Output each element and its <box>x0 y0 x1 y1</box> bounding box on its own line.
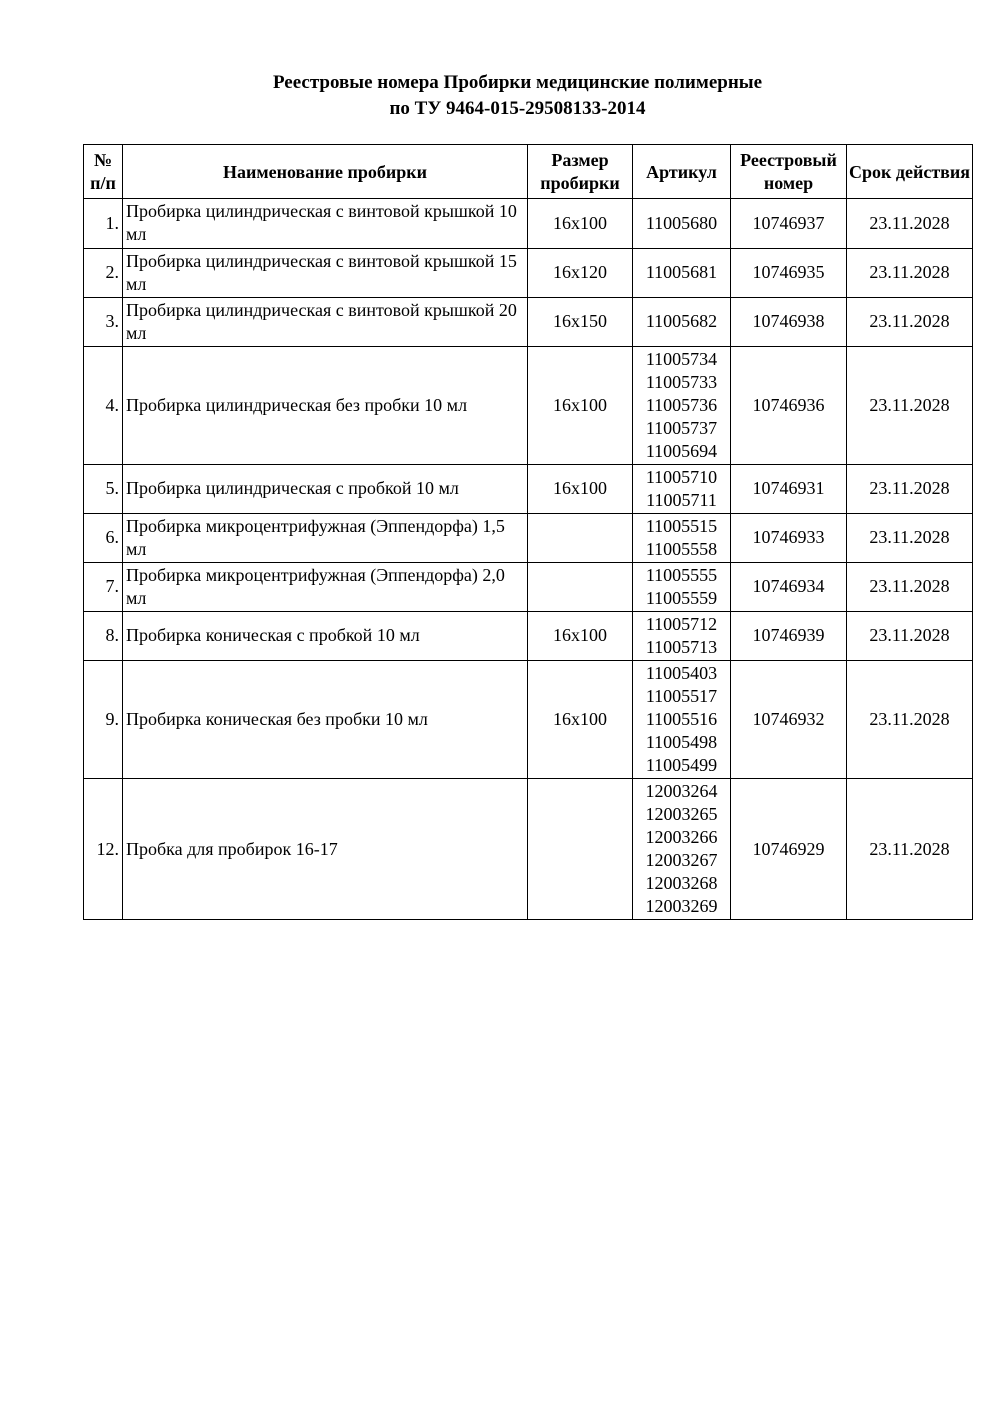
article-number: 11005680 <box>645 212 718 233</box>
article-list <box>633 779 731 920</box>
article-list <box>633 297 731 346</box>
tube-size <box>528 513 633 562</box>
validity-date: 23.11.2028 <box>847 464 973 513</box>
article-number: 11005737 <box>645 417 718 438</box>
row-number: 5. <box>84 464 123 513</box>
registry-number: 10746939 <box>731 611 847 660</box>
column-header-registry: Реестровый номер <box>731 145 847 199</box>
tube-name: Пробирка микроцентрифужная (Эппендорфа) 2,0 мл <box>123 562 528 611</box>
validity-date: 23.11.2028 <box>847 199 973 248</box>
article-number: 11005733 <box>645 371 718 392</box>
article-number: 11005498 <box>645 732 718 753</box>
table-row <box>84 297 973 346</box>
article-list <box>633 199 731 248</box>
column-header-size: Размер пробирки <box>528 145 633 199</box>
registry-number: 10746929 <box>731 779 847 920</box>
tube-name: Пробирка цилиндрическая с винтовой крышкой 15 мл <box>123 248 528 297</box>
article-list <box>633 611 731 660</box>
column-header-article: Артикул <box>633 145 731 199</box>
column-header-num: № п/п <box>84 145 123 199</box>
article-number: 11005710 <box>645 466 718 487</box>
table-body <box>84 199 973 920</box>
validity-date: 23.11.2028 <box>847 513 973 562</box>
article-number: 11005712 <box>645 613 718 634</box>
tube-size: 16x100 <box>528 611 633 660</box>
registry-number: 10746938 <box>731 297 847 346</box>
row-number: 6. <box>84 513 123 562</box>
tube-size: 16x150 <box>528 297 633 346</box>
validity-date: 23.11.2028 <box>847 248 973 297</box>
header-row <box>84 145 973 199</box>
article-list <box>633 562 731 611</box>
column-header-validity: Срок действия <box>847 145 973 199</box>
article-number: 12003268 <box>645 873 718 894</box>
tube-name: Пробирка коническая с пробкой 10 мл <box>123 611 528 660</box>
article-number: 11005736 <box>645 394 718 415</box>
table-row <box>84 562 973 611</box>
row-number: 12. <box>84 779 123 920</box>
article-number: 11005517 <box>645 686 718 707</box>
article-list <box>633 248 731 297</box>
table-row <box>84 611 973 660</box>
row-number: 1. <box>84 199 123 248</box>
article-number: 11005403 <box>645 663 718 684</box>
article-number: 11005694 <box>645 440 718 461</box>
registry-number: 10746937 <box>731 199 847 248</box>
tube-size: 16x100 <box>528 346 633 464</box>
article-number: 11005682 <box>645 311 718 332</box>
registry-number: 10746935 <box>731 248 847 297</box>
tube-name: Пробирка цилиндрическая с пробкой 10 мл <box>123 464 528 513</box>
document-title-line1: Реестровые номера Пробирки медицинские полимерные <box>272 72 763 93</box>
tube-name: Пробка для пробирок 16-17 <box>123 779 528 920</box>
article-number: 11005558 <box>645 538 718 559</box>
article-number: 12003265 <box>645 804 718 825</box>
validity-date: 23.11.2028 <box>847 611 973 660</box>
article-number: 11005681 <box>645 262 718 283</box>
article-number: 11005711 <box>646 489 717 510</box>
article-list <box>633 513 731 562</box>
tube-name: Пробирка коническая без пробки 10 мл <box>123 661 528 779</box>
row-number: 2. <box>84 248 123 297</box>
table-row <box>84 346 973 464</box>
article-number: 12003266 <box>645 827 718 848</box>
article-number: 12003269 <box>645 896 718 917</box>
article-number: 11005559 <box>645 587 718 608</box>
article-number: 11005713 <box>645 637 718 657</box>
tube-name: Пробирка микроцентрифужная (Эппендорфа) 1,5 мл <box>123 513 528 562</box>
article-number: 12003267 <box>645 850 718 871</box>
registry-number: 10746931 <box>731 464 847 513</box>
validity-date: 23.11.2028 <box>847 346 973 464</box>
row-number: 7. <box>84 562 123 611</box>
validity-date: 23.11.2028 <box>847 562 973 611</box>
column-header-name: Наименование пробирки <box>123 145 528 199</box>
tube-size: 16x100 <box>528 661 633 779</box>
registry-number: 10746934 <box>731 562 847 611</box>
article-number: 11005516 <box>645 709 718 730</box>
table-row <box>84 248 973 297</box>
document-title-line2: по ТУ 9464-015-29508133-2014 <box>389 98 646 120</box>
validity-date: 23.11.2028 <box>847 661 973 779</box>
registry-number: 10746936 <box>731 346 847 464</box>
table-row <box>84 513 973 562</box>
row-number: 4. <box>84 346 123 464</box>
registry-table <box>83 144 973 920</box>
article-number: 11005515 <box>645 515 718 536</box>
tube-name: Пробирка цилиндрическая с винтовой крышкой 10 мл <box>123 199 528 248</box>
table-row <box>84 779 973 920</box>
article-number: 12003264 <box>645 781 718 802</box>
tube-size <box>528 779 633 920</box>
tube-name: Пробирка цилиндрическая без пробки 10 мл <box>123 346 528 464</box>
registry-number: 10746932 <box>731 661 847 779</box>
article-list <box>633 661 731 779</box>
tube-size <box>528 562 633 611</box>
validity-date: 23.11.2028 <box>847 297 973 346</box>
article-number: 11005734 <box>645 348 718 369</box>
table-row <box>84 464 973 513</box>
table-row <box>84 199 973 248</box>
validity-date: 23.11.2028 <box>847 779 973 920</box>
table-header <box>84 145 973 199</box>
table-row <box>84 661 973 779</box>
article-number: 11005555 <box>645 564 718 585</box>
tube-size: 16x120 <box>528 248 633 297</box>
row-number: 9. <box>84 661 123 779</box>
tube-size: 16x100 <box>528 199 633 248</box>
article-list <box>633 346 731 464</box>
article-number: 11005499 <box>645 755 718 776</box>
row-number: 8. <box>84 611 123 660</box>
registry-number: 10746933 <box>731 513 847 562</box>
row-number: 3. <box>84 297 123 346</box>
tube-name: Пробирка цилиндрическая с винтовой крышкой 20 мл <box>123 297 528 346</box>
tube-size: 16x100 <box>528 464 633 513</box>
article-list <box>633 464 731 513</box>
document-title <box>83 70 952 122</box>
